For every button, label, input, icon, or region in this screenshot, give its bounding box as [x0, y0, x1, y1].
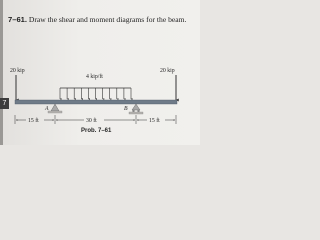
- dimension-right-overhang: 15 ft: [149, 118, 160, 124]
- figure-caption: Prob. 7–61: [81, 128, 112, 134]
- dimension-left-overhang: 15 ft: [28, 118, 39, 124]
- left-load-label: 20 kip: [10, 68, 25, 74]
- support-b-label: B: [124, 106, 128, 112]
- problem-text: Draw the shear and moment diagrams for the beam.: [28, 15, 187, 24]
- distributed-load-arrows: [60, 88, 131, 99]
- beam-diagram: [0, 0, 200, 145]
- support-a-pin: [48, 104, 62, 113]
- support-b-roller: [129, 104, 143, 114]
- dimension-span: 30 ft: [86, 118, 97, 124]
- support-a-label: A: [45, 106, 49, 112]
- problem-number: 7–61.: [8, 15, 28, 24]
- distributed-load-label: 4 kip/ft: [86, 74, 103, 80]
- beam: [15, 100, 177, 104]
- textbook-page: [0, 0, 200, 145]
- right-load-label: 20 kip: [160, 68, 175, 74]
- chapter-tab: 7: [0, 98, 9, 109]
